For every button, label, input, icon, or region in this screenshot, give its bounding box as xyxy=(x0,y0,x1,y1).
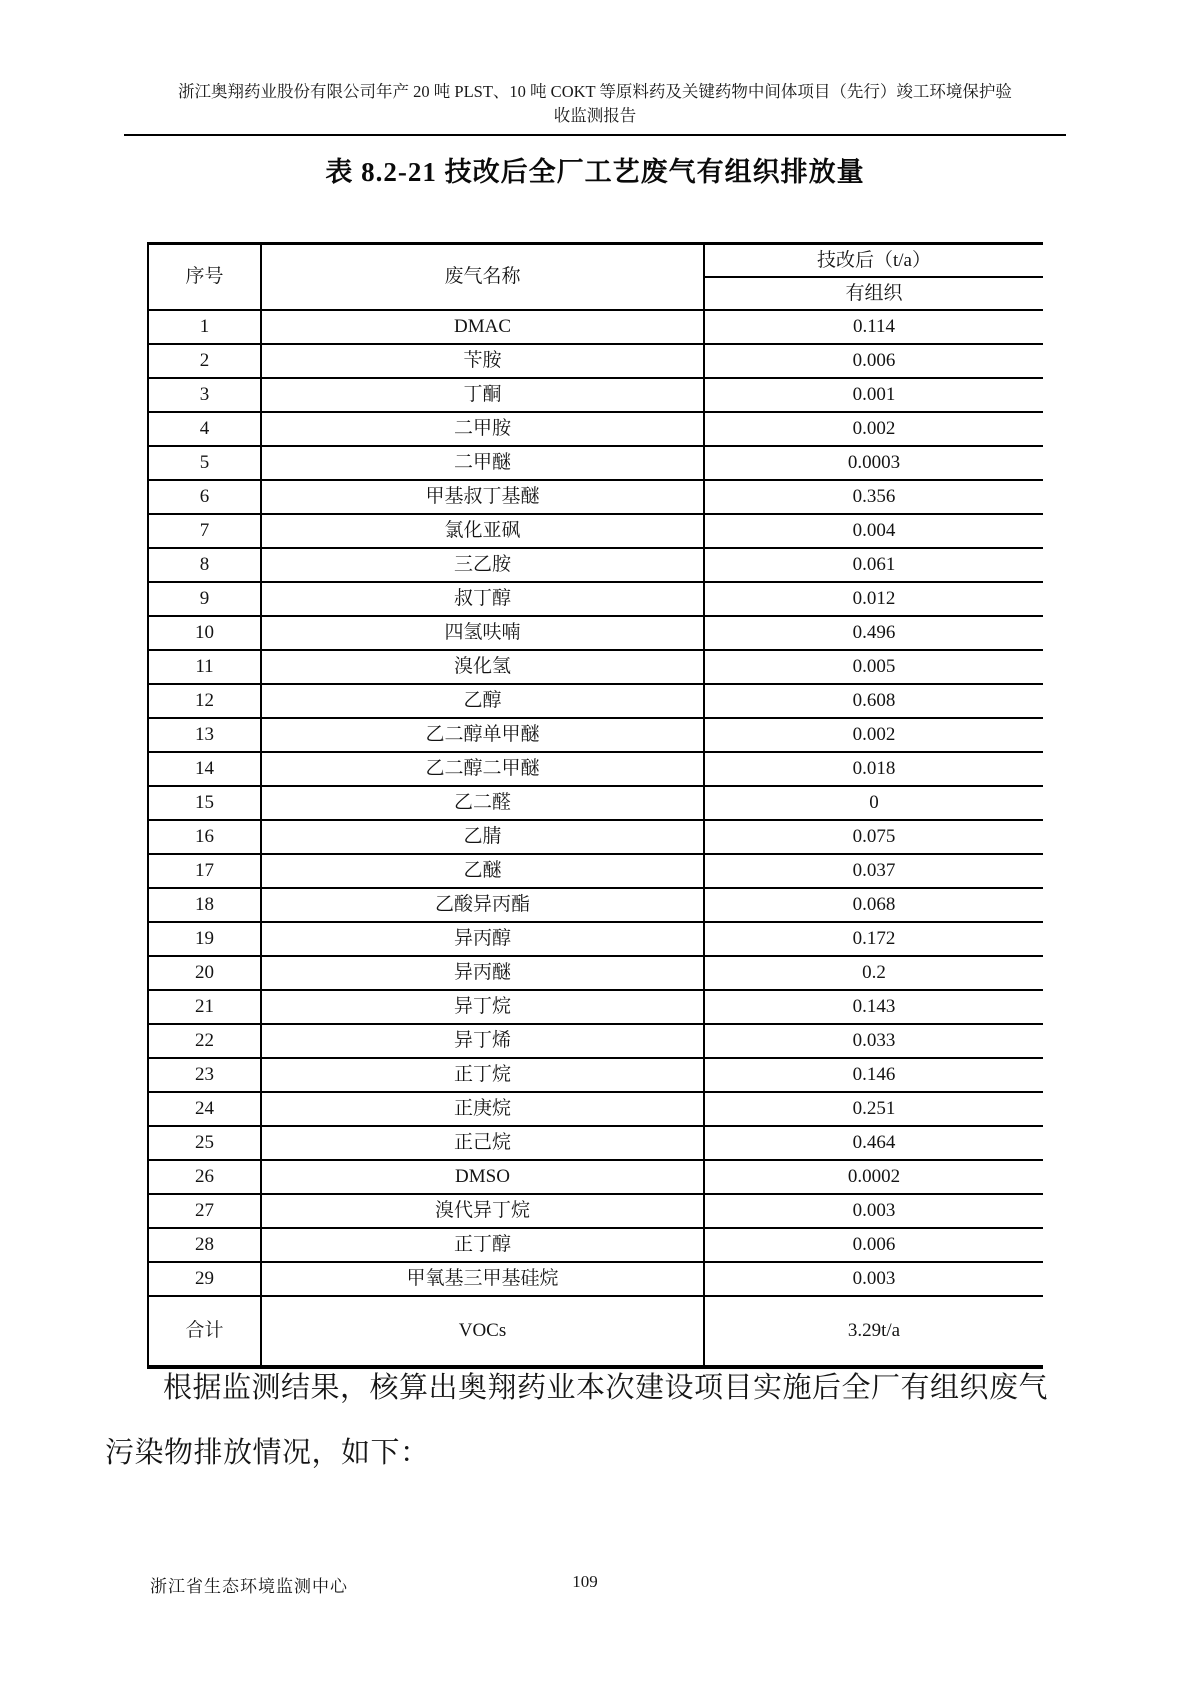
gas-value: 0.003 xyxy=(704,1194,1043,1228)
gas-value: 0.001 xyxy=(704,378,1043,412)
row-index: 7 xyxy=(148,514,261,548)
row-index: 1 xyxy=(148,310,261,344)
gas-name: 异丙醇 xyxy=(261,922,704,956)
gas-value: 0.146 xyxy=(704,1058,1043,1092)
column-header-group: 技改后（t/a） xyxy=(704,244,1043,278)
gas-value: 0.018 xyxy=(704,752,1043,786)
body-paragraph: 根据监测结果，核算出奥翔药业本次建设项目实施后全厂有组织废气污染物排放情况，如下： xyxy=(105,1372,1049,1469)
gas-name: 正己烷 xyxy=(261,1126,704,1160)
gas-value: 0 xyxy=(704,786,1043,820)
table-header-row-1 xyxy=(148,244,1043,278)
gas-value: 0.464 xyxy=(704,1126,1043,1160)
gas-value: 0.004 xyxy=(704,514,1043,548)
gas-name: 乙二醛 xyxy=(261,786,704,820)
table-row xyxy=(148,1126,1043,1160)
table-title: 表 8.2-21 技改后全厂工艺废气有组织排放量 xyxy=(325,157,865,187)
gas-name: DMSO xyxy=(261,1160,704,1194)
row-index: 20 xyxy=(148,956,261,990)
gas-value: 0.114 xyxy=(704,310,1043,344)
table-row xyxy=(148,854,1043,888)
row-index: 22 xyxy=(148,1024,261,1058)
table-row xyxy=(148,582,1043,616)
row-index: 8 xyxy=(148,548,261,582)
row-index: 16 xyxy=(148,820,261,854)
gas-name: 甲基叔丁基醚 xyxy=(261,480,704,514)
row-index: 27 xyxy=(148,1194,261,1228)
gas-value: 0.356 xyxy=(704,480,1043,514)
row-index: 5 xyxy=(148,446,261,480)
table-row xyxy=(148,718,1043,752)
row-index: 13 xyxy=(148,718,261,752)
gas-name: 异丙醚 xyxy=(261,956,704,990)
header-divider xyxy=(124,134,1066,136)
gas-value: 0.003 xyxy=(704,1262,1043,1296)
gas-name: 三乙胺 xyxy=(261,548,704,582)
table-row xyxy=(148,922,1043,956)
row-index: 3 xyxy=(148,378,261,412)
gas-name: 乙醇 xyxy=(261,684,704,718)
row-index: 14 xyxy=(148,752,261,786)
table-row xyxy=(148,1262,1043,1296)
gas-name: 正庚烷 xyxy=(261,1092,704,1126)
table-row xyxy=(148,956,1043,990)
gas-value: 0.0003 xyxy=(704,446,1043,480)
emission-table xyxy=(147,242,1043,1369)
table-row xyxy=(148,820,1043,854)
row-index: 19 xyxy=(148,922,261,956)
row-index: 2 xyxy=(148,344,261,378)
table-row xyxy=(148,752,1043,786)
gas-name: 异丁烷 xyxy=(261,990,704,1024)
gas-value: 0.143 xyxy=(704,990,1043,1024)
gas-name: 苄胺 xyxy=(261,344,704,378)
gas-name: 氯化亚砜 xyxy=(261,514,704,548)
row-index: 29 xyxy=(148,1262,261,1296)
gas-name: 叔丁醇 xyxy=(261,582,704,616)
row-index: 4 xyxy=(148,412,261,446)
page-header-line2: 收监测报告 xyxy=(553,106,637,125)
gas-value: 0.002 xyxy=(704,412,1043,446)
gas-value: 0.002 xyxy=(704,718,1043,752)
table-row xyxy=(148,446,1043,480)
row-index: 11 xyxy=(148,650,261,684)
table-row xyxy=(148,1160,1043,1194)
table-row xyxy=(148,1092,1043,1126)
table-row xyxy=(148,344,1043,378)
gas-name: 二甲醚 xyxy=(261,446,704,480)
gas-value: 0.2 xyxy=(704,956,1043,990)
gas-name: DMAC xyxy=(261,310,704,344)
gas-name: 乙醚 xyxy=(261,854,704,888)
row-index: 6 xyxy=(148,480,261,514)
gas-value: 0.006 xyxy=(704,1228,1043,1262)
page-header xyxy=(124,80,1066,128)
table-row xyxy=(148,378,1043,412)
gas-value: 0.251 xyxy=(704,1092,1043,1126)
table-row xyxy=(148,480,1043,514)
gas-value: 0.608 xyxy=(704,684,1043,718)
total-label: 合计 xyxy=(148,1296,261,1367)
gas-name: 溴化氢 xyxy=(261,650,704,684)
gas-name: 二甲胺 xyxy=(261,412,704,446)
table-row xyxy=(148,412,1043,446)
row-index: 28 xyxy=(148,1228,261,1262)
row-index: 9 xyxy=(148,582,261,616)
footer-organization: 浙江省生态环境监测中心 xyxy=(150,1577,348,1596)
table-row xyxy=(148,616,1043,650)
gas-name: 乙酸异丙酯 xyxy=(261,888,704,922)
row-index: 12 xyxy=(148,684,261,718)
gas-name: 溴代异丁烷 xyxy=(261,1194,704,1228)
table-row xyxy=(148,310,1043,344)
page-header-line1: 浙江奥翔药业股份有限公司年产 20 吨 PLST、10 吨 COKT 等原料药及关键药物中间体项目（先行）竣工环境保护验 xyxy=(178,82,1012,101)
gas-value: 0.172 xyxy=(704,922,1043,956)
gas-name: 正丁醇 xyxy=(261,1228,704,1262)
row-index: 17 xyxy=(148,854,261,888)
gas-value: 0.012 xyxy=(704,582,1043,616)
column-header-index: 序号 xyxy=(148,244,261,311)
gas-value: 0.061 xyxy=(704,548,1043,582)
table-row xyxy=(148,548,1043,582)
row-index: 24 xyxy=(148,1092,261,1126)
gas-name: 乙二醇单甲醚 xyxy=(261,718,704,752)
row-index: 10 xyxy=(148,616,261,650)
gas-name: 丁酮 xyxy=(261,378,704,412)
table-row xyxy=(148,514,1043,548)
row-index: 15 xyxy=(148,786,261,820)
gas-value: 0.005 xyxy=(704,650,1043,684)
gas-value: 0.496 xyxy=(704,616,1043,650)
table-row xyxy=(148,1194,1043,1228)
row-index: 21 xyxy=(148,990,261,1024)
row-index: 26 xyxy=(148,1160,261,1194)
table-row xyxy=(148,1058,1043,1092)
row-index: 23 xyxy=(148,1058,261,1092)
table-row xyxy=(148,888,1043,922)
gas-value: 0.075 xyxy=(704,820,1043,854)
gas-name: 四氢呋喃 xyxy=(261,616,704,650)
total-name: VOCs xyxy=(261,1296,704,1367)
table-row xyxy=(148,684,1043,718)
footer-page-number: 109 xyxy=(572,1572,598,1591)
total-value: 3.29t/a xyxy=(704,1296,1043,1367)
table-row xyxy=(148,1228,1043,1262)
table-row xyxy=(148,1024,1043,1058)
table-body xyxy=(148,310,1043,1296)
column-header-sub: 有组织 xyxy=(704,277,1043,310)
gas-value: 0.033 xyxy=(704,1024,1043,1058)
table-header xyxy=(148,244,1043,311)
gas-name: 乙腈 xyxy=(261,820,704,854)
gas-value: 0.006 xyxy=(704,344,1043,378)
gas-value: 0.037 xyxy=(704,854,1043,888)
row-index: 25 xyxy=(148,1126,261,1160)
gas-value: 0.068 xyxy=(704,888,1043,922)
table-row xyxy=(148,990,1043,1024)
gas-name: 甲氧基三甲基硅烷 xyxy=(261,1262,704,1296)
column-header-name: 废气名称 xyxy=(261,244,704,311)
row-index: 18 xyxy=(148,888,261,922)
table-row xyxy=(148,650,1043,684)
gas-value: 0.0002 xyxy=(704,1160,1043,1194)
gas-name: 正丁烷 xyxy=(261,1058,704,1092)
gas-name: 异丁烯 xyxy=(261,1024,704,1058)
table-row xyxy=(148,786,1043,820)
gas-name: 乙二醇二甲醚 xyxy=(261,752,704,786)
